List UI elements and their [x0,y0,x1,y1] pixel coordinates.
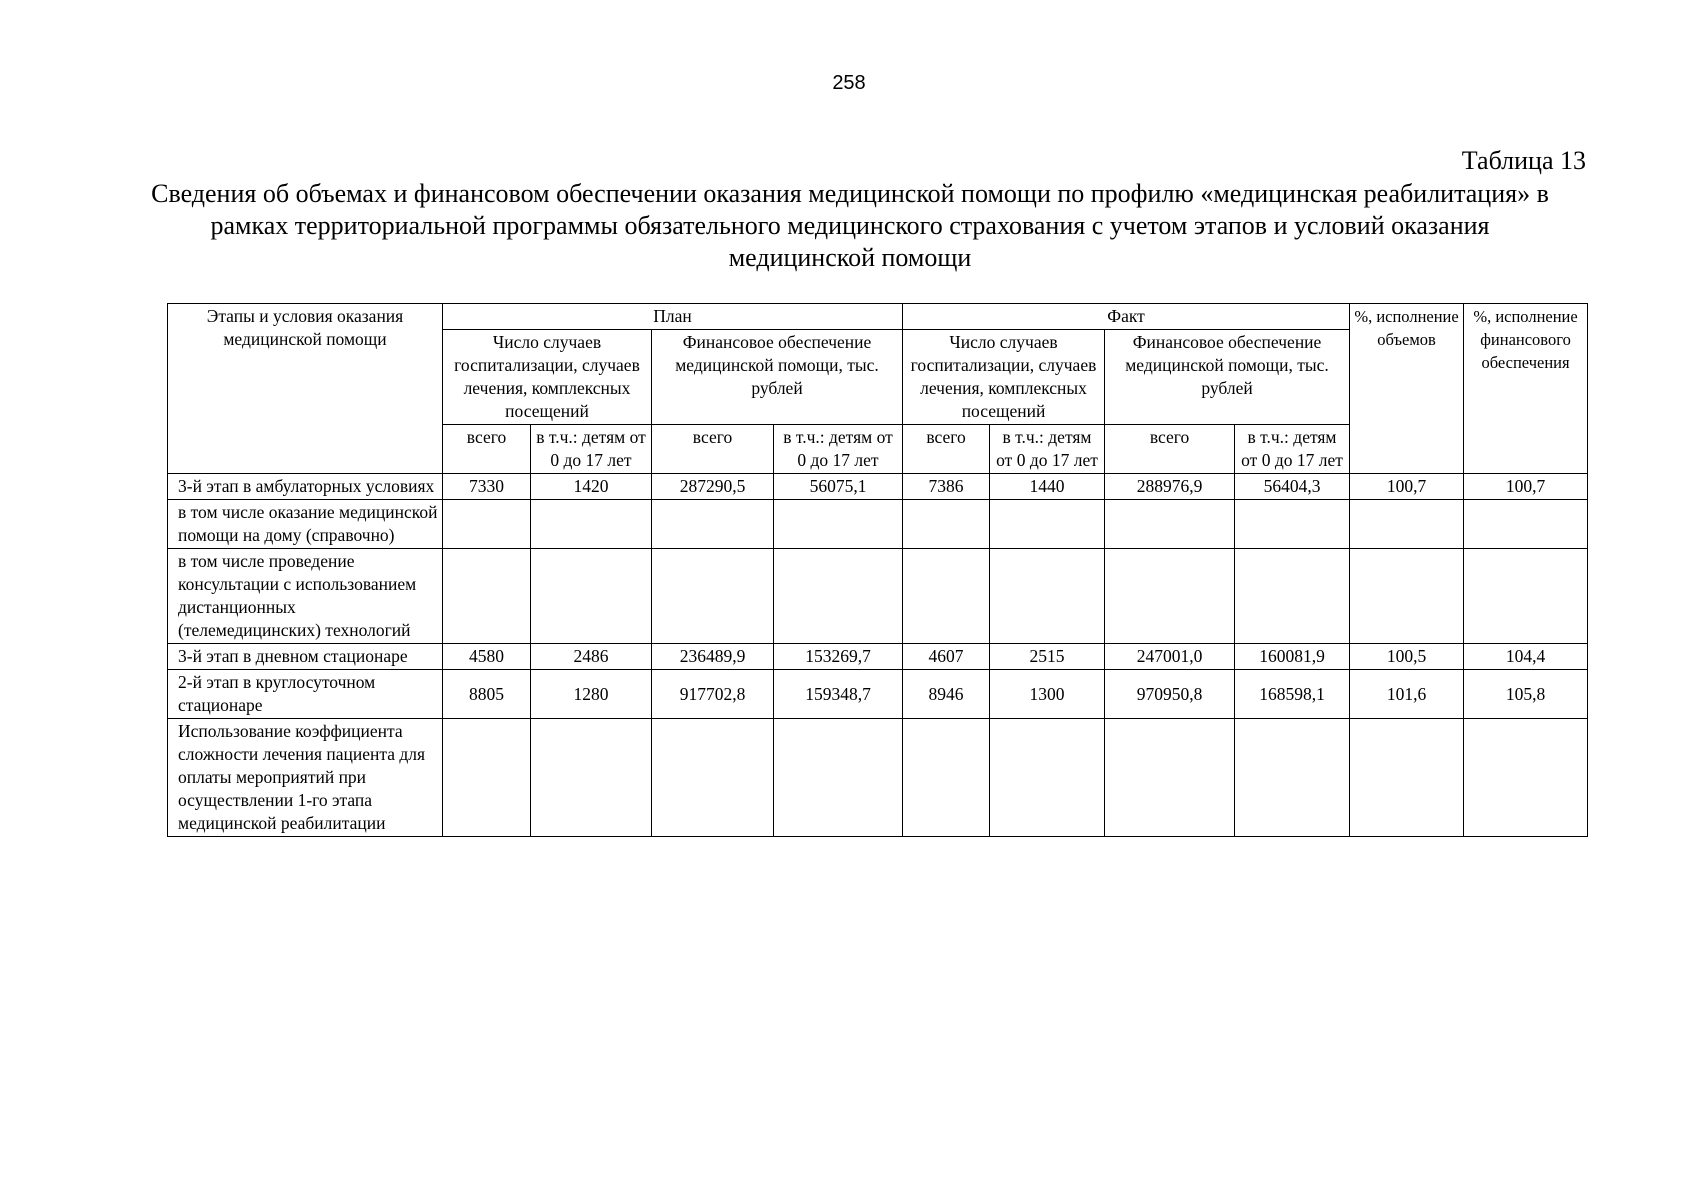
header-fact-finance: Финансовое обеспечение медицинской помощи, тыс. рублей [1105,330,1350,425]
cell-value: 8946 [903,670,990,719]
cell-value [531,500,652,549]
cell-value: 2486 [531,644,652,670]
table-label: Таблица 13 [1461,146,1586,175]
cell-value [903,549,990,644]
cell-value: 105,8 [1464,670,1588,719]
row-label: 2-й этап в круглосуточном стационаре [168,670,443,719]
cell-value: 8805 [443,670,531,719]
cell-value: 101,6 [1350,670,1464,719]
cell-value: 4607 [903,644,990,670]
cell-value: 168598,1 [1235,670,1350,719]
header-plan: План [443,304,903,330]
header-pct-volume: %, исполнение объемов [1350,304,1464,474]
cell-value: 7330 [443,474,531,500]
cell-value: 1420 [531,474,652,500]
table-row [168,500,1588,549]
cell-value: 247001,0 [1105,644,1235,670]
cell-value: 917702,8 [652,670,774,719]
cell-value [990,719,1105,837]
cell-value [443,719,531,837]
row-label: Использование коэффициента сложности лечения пациента для оплаты мероприятий при осуществлении 1-го этапа медицинской реабилитации [168,719,443,837]
cell-value: 288976,9 [1105,474,1235,500]
cell-value: 7386 [903,474,990,500]
cell-value [531,549,652,644]
table-row [168,670,1588,719]
cell-value [1350,719,1464,837]
header-fact-finance-children: в т.ч.: детям от 0 до 17 лет [1235,425,1350,474]
row-label: 3-й этап в дневном стационаре [168,644,443,670]
cell-value [1350,549,1464,644]
cell-value: 2515 [990,644,1105,670]
cell-value [1464,549,1588,644]
cell-value: 236489,9 [652,644,774,670]
cell-value [1464,719,1588,837]
cell-value [990,549,1105,644]
cell-value [1235,719,1350,837]
cell-value [652,719,774,837]
cell-value: 1440 [990,474,1105,500]
cell-value: 100,5 [1350,644,1464,670]
cell-value [652,549,774,644]
page-number: 258 [832,72,866,94]
cell-value [1105,500,1235,549]
cell-value: 970950,8 [1105,670,1235,719]
cell-value: 56404,3 [1235,474,1350,500]
header-plan-cases-children: в т.ч.: детям от 0 до 17 лет [531,425,652,474]
table-row [168,719,1588,837]
cell-value [774,549,903,644]
rehabilitation-table [167,303,1588,837]
cell-value [903,500,990,549]
cell-value: 159348,7 [774,670,903,719]
header-fact-cases-children: в т.ч.: детям от 0 до 17 лет [990,425,1105,474]
header-fact-cases: Число случаев госпитализации, случаев лечения, комплексных посещений [903,330,1105,425]
cell-value: 287290,5 [652,474,774,500]
row-label: 3-й этап в амбулаторных условиях [168,474,443,500]
table-row [168,644,1588,670]
cell-value: 1300 [990,670,1105,719]
cell-value [652,500,774,549]
header-plan-finance-children: в т.ч.: детям от 0 до 17 лет [774,425,903,474]
header-plan-finance-total: всего [652,425,774,474]
cell-value [1105,549,1235,644]
row-label: в том числе оказание медицинской помощи на дому (справочно) [168,500,443,549]
cell-value [1105,719,1235,837]
table-row [168,474,1588,500]
cell-value [774,500,903,549]
cell-value [1350,500,1464,549]
header-stage: Этапы и условия оказания медицинской помощи [168,304,443,474]
header-plan-cases-total: всего [443,425,531,474]
cell-value: 4580 [443,644,531,670]
header-fact-finance-total: всего [1105,425,1235,474]
table-body [168,474,1588,837]
cell-value [1235,549,1350,644]
cell-value [774,719,903,837]
table-header [168,304,1588,474]
table-row [168,549,1588,644]
cell-value: 1280 [531,670,652,719]
header-fact: Факт [903,304,1350,330]
cell-value [990,500,1105,549]
document-title: Сведения об объемах и финансовом обеспечении оказания медицинской помощи по профилю «медицинская реабилитация» в рамках территориальной программы обязательного медицинского страхования с учетом этапов и условий оказания медицинской помощи [151,179,1549,272]
cell-value: 153269,7 [774,644,903,670]
cell-value [443,549,531,644]
cell-value: 100,7 [1464,474,1588,500]
cell-value [1464,500,1588,549]
header-pct-finance: %, исполнение финансового обеспечения [1464,304,1588,474]
cell-value: 56075,1 [774,474,903,500]
header-plan-finance: Финансовое обеспечение медицинской помощи, тыс. рублей [652,330,903,425]
cell-value [531,719,652,837]
header-fact-cases-total: всего [903,425,990,474]
cell-value [1235,500,1350,549]
cell-value [443,500,531,549]
cell-value: 104,4 [1464,644,1588,670]
row-label: в том числе проведение консультации с использованием дистанционных (телемедицинских) технологий [168,549,443,644]
cell-value: 100,7 [1350,474,1464,500]
header-plan-cases: Число случаев госпитализации, случаев лечения, комплексных посещений [443,330,652,425]
cell-value: 160081,9 [1235,644,1350,670]
cell-value [903,719,990,837]
